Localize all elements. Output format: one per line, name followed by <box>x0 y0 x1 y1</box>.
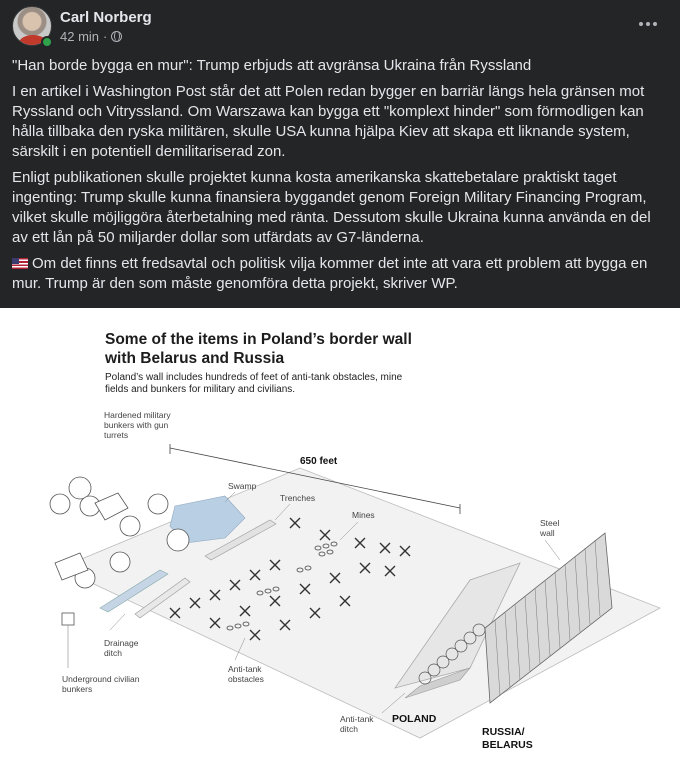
label-steel-wall: Steel wall <box>540 518 560 538</box>
us-flag-icon <box>12 258 28 269</box>
label-drainage-ditch: Drainage ditch <box>104 638 139 658</box>
label-military-bunkers: Hardened military bunkers with gun turrets <box>104 410 171 440</box>
more-options-icon <box>639 22 643 26</box>
graphic-title: Some of the items in Poland’s border wall with Belarus and Russia <box>105 331 412 367</box>
label-russia-belarus: RUSSIA/ BELARUS <box>482 726 533 751</box>
post-header <box>12 6 668 48</box>
graphic-subtitle: Poland’s wall includes hundreds of feet of anti-tank obstacles, mine fields and bunkers for military and civilians. <box>105 372 403 395</box>
label-poland: POLAND <box>392 713 437 725</box>
post-paragraph-2: Enligt publikationen skulle projektet kunna kosta amerikanska skattebetalare praktiskt taget ingenting: Trump skulle kunna finansiera byggandet genom Foreign Military Financing Program, vilket skulle möjliggöra återbetalning med ränta. Dessutom skulle Ukraina kunna använda en del av ett lån på 50 miljarder dollar som utfärdats av G7-länderna. <box>12 169 651 246</box>
post-image[interactable] <box>0 308 680 771</box>
post-time[interactable]: 42 min <box>60 29 100 44</box>
label-antitank-ditch: Anti-tank ditch <box>340 714 374 734</box>
globe-icon <box>111 31 122 42</box>
label-mines: Mines <box>352 510 375 520</box>
label-underground-bunkers: Underground civilian bunkers <box>62 674 140 694</box>
post-headline: "Han borde bygga en mur": Trump erbjuds att avgränsa Ukraina från Ryssland <box>12 57 532 74</box>
post-body <box>12 56 668 300</box>
more-options-button[interactable] <box>634 10 662 38</box>
label-trenches: Trenches <box>280 493 316 503</box>
post-meta: 42 min · <box>60 29 122 44</box>
post-paragraph-3: Om det finns ett fredsavtal och politisk vilja kommer det inte att vara ett problem att bygga en mur. Trump är den som måste genomföra detta projekt, skriver WP. <box>12 255 648 292</box>
label-swamp: Swamp <box>228 481 257 491</box>
online-status-icon <box>41 36 53 48</box>
label-distance: 650 feet <box>300 456 338 467</box>
author-name[interactable]: Carl Norberg <box>60 9 152 26</box>
label-antitank-obstacles: Anti-tank obstacles <box>228 664 264 684</box>
post-paragraph-1: I en artikel i Washington Post står det att Polen redan bygger en barriär längs hela gränsen mot Ryssland och Vitryssland. Om Warszawa kan bygga ett "komplext hinder" som förmodligen kan hålla tillbaka den ryska militären, skulle USA kunna hjälpa Kiev att skapa ett liknande system, särskilt i en potentiell demilitariserad zon. <box>12 83 645 160</box>
